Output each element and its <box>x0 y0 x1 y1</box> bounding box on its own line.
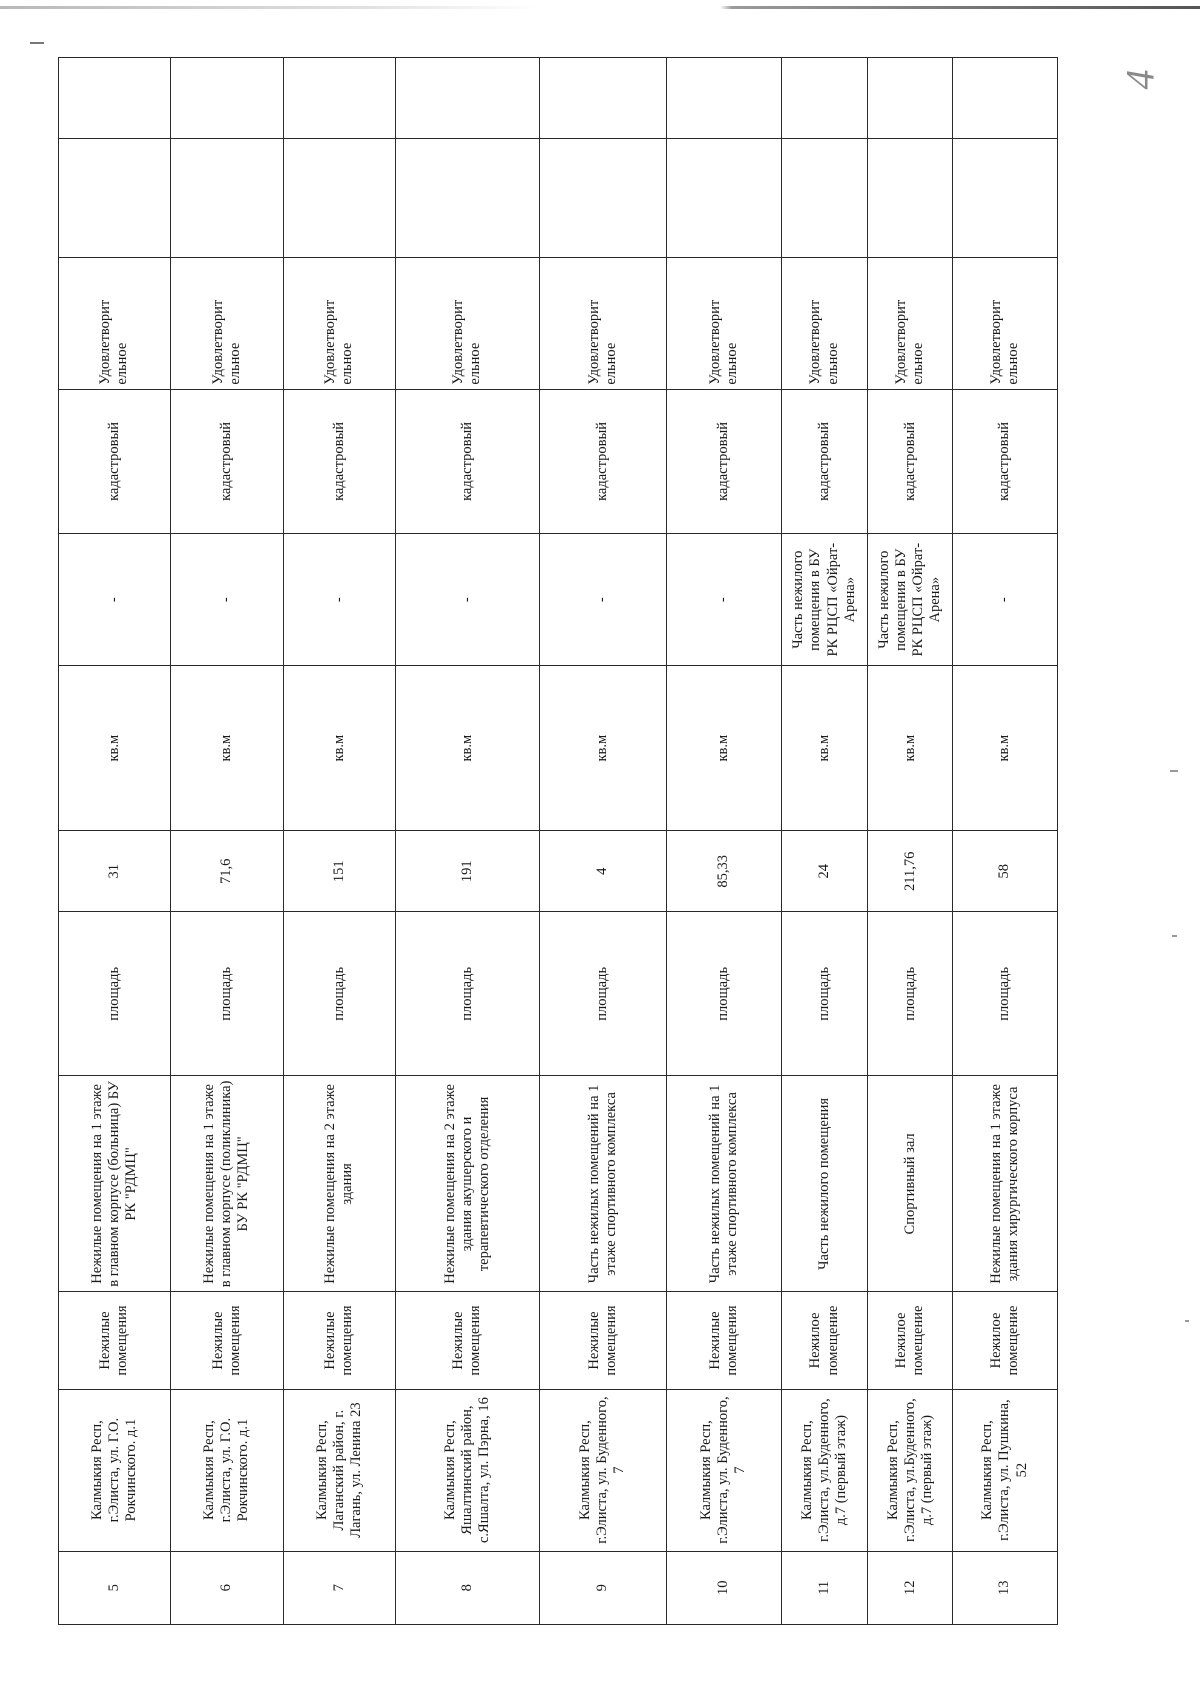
parameter-cell: площадь <box>170 912 283 1076</box>
value-cell: 151 <box>283 831 395 912</box>
empty-cell <box>868 139 953 258</box>
value-cell: 58 <box>953 831 1058 912</box>
parameter-cell: площадь <box>59 912 171 1076</box>
value-cell: 191 <box>395 831 539 912</box>
description-cell: Часть нежилых помещений на 1 этаже спортивного комплекса <box>539 1076 666 1292</box>
object-type-cell: Нежилые помещения <box>59 1292 171 1389</box>
description-cell: Часть нежилого помещения <box>781 1076 868 1292</box>
value-type-cell: кадастровый <box>539 389 666 534</box>
address-cell: Калмыкия Респ, г.Элиста, ул.Буденного, д.7 (первый этаж) <box>868 1389 953 1551</box>
empty-cell <box>868 58 953 139</box>
unit-cell: кв.м <box>539 666 666 831</box>
table-row <box>283 58 395 1625</box>
description-cell: Нежилые помещения на 1 этаже в главном корпусе (больница) БУ РК "РДМЦ" <box>59 1076 171 1292</box>
condition-cell: Удовлетворит ельное <box>395 257 539 389</box>
page-number: 4 <box>1117 69 1163 90</box>
scan-mark <box>1170 770 1178 772</box>
value-type-cell: кадастровый <box>868 389 953 534</box>
parameter-cell: площадь <box>666 912 781 1076</box>
table-row <box>539 58 666 1625</box>
empty-cell <box>395 58 539 139</box>
scan-edge-line <box>0 6 1200 9</box>
address-cell: Калмыкия Респ, г.Элиста, ул. Г.О. Рокчинского. д.1 <box>170 1389 283 1551</box>
address-cell: Калмыкия Респ, г.Элиста, ул. Буденного, 7 <box>666 1389 781 1551</box>
empty-cell <box>781 58 868 139</box>
description-cell: Нежилые помещения на 2 этаже здания акушерского и терапевтического отделения <box>395 1076 539 1292</box>
empty-cell <box>539 58 666 139</box>
description-cell: Нежилые помещения на 1 этаже здания хирургического корпуса <box>953 1076 1058 1292</box>
value-cell: 71,6 <box>170 831 283 912</box>
condition-cell: Удовлетворит ельное <box>666 257 781 389</box>
description-cell: Часть нежилых помещений на 1 этаже спортивного комплекса <box>666 1076 781 1292</box>
empty-cell <box>953 58 1058 139</box>
note-cell: - <box>170 534 283 666</box>
empty-cell <box>539 139 666 258</box>
empty-cell <box>59 58 171 139</box>
address-cell: Калмыкия Респ, Яшалтинский район, с.Яшалта, ул. Пэрна, 16 <box>395 1389 539 1551</box>
empty-cell <box>395 139 539 258</box>
rotated-document <box>58 57 1058 1625</box>
object-type-cell: Нежилое помещение <box>868 1292 953 1389</box>
object-type-cell: Нежилые помещения <box>666 1292 781 1389</box>
value-cell: 24 <box>781 831 868 912</box>
object-type-cell: Нежилое помещение <box>781 1292 868 1389</box>
row-number: 12 <box>868 1551 953 1624</box>
parameter-cell: площадь <box>781 912 868 1076</box>
condition-cell: Удовлетворит ельное <box>781 257 868 389</box>
property-register-table <box>58 57 1058 1625</box>
unit-cell: кв.м <box>59 666 171 831</box>
condition-cell: Удовлетворит ельное <box>953 257 1058 389</box>
object-type-cell: Нежилое помещение <box>953 1292 1058 1389</box>
note-cell: - <box>539 534 666 666</box>
row-number: 5 <box>59 1551 171 1624</box>
description-cell: Спортивный зал <box>868 1076 953 1292</box>
note-cell: - <box>395 534 539 666</box>
value-type-cell: кадастровый <box>59 389 171 534</box>
table-row <box>170 58 283 1625</box>
note-cell: Часть нежилого помещения в БУ РК РЦСП «Ойрат-Арена» <box>868 534 953 666</box>
table-row <box>868 58 953 1625</box>
empty-cell <box>666 58 781 139</box>
row-number: 13 <box>953 1551 1058 1624</box>
value-type-cell: кадастровый <box>666 389 781 534</box>
parameter-cell: площадь <box>395 912 539 1076</box>
row-number: 6 <box>170 1551 283 1624</box>
address-cell: Калмыкия Респ, г.Элиста, ул. Г.О. Рокчинского. д.1 <box>59 1389 171 1551</box>
condition-cell: Удовлетворит ельное <box>59 257 171 389</box>
unit-cell: кв.м <box>666 666 781 831</box>
empty-cell <box>953 139 1058 258</box>
scan-mark <box>1185 1320 1189 1322</box>
empty-cell <box>170 58 283 139</box>
object-type-cell: Нежилые помещения <box>539 1292 666 1389</box>
condition-cell: Удовлетворит ельное <box>539 257 666 389</box>
value-type-cell: кадастровый <box>953 389 1058 534</box>
unit-cell: кв.м <box>781 666 868 831</box>
value-type-cell: кадастровый <box>170 389 283 534</box>
parameter-cell: площадь <box>868 912 953 1076</box>
object-type-cell: Нежилые помещения <box>283 1292 395 1389</box>
row-number: 10 <box>666 1551 781 1624</box>
parameter-cell: площадь <box>283 912 395 1076</box>
empty-cell <box>781 139 868 258</box>
unit-cell: кв.м <box>868 666 953 831</box>
condition-cell: Удовлетворит ельное <box>868 257 953 389</box>
condition-cell: Удовлетворит ельное <box>283 257 395 389</box>
row-number: 7 <box>283 1551 395 1624</box>
table-row <box>953 58 1058 1625</box>
scan-mark <box>1172 935 1177 937</box>
value-cell: 85,33 <box>666 831 781 912</box>
address-cell: Калмыкия Респ, г.Элиста, ул. Пушкина, 52 <box>953 1389 1058 1551</box>
note-cell: - <box>283 534 395 666</box>
table-row <box>666 58 781 1625</box>
scan-mark <box>30 42 44 44</box>
parameter-cell: площадь <box>953 912 1058 1076</box>
note-cell: - <box>953 534 1058 666</box>
object-type-cell: Нежилые помещения <box>395 1292 539 1389</box>
value-cell: 4 <box>539 831 666 912</box>
value-type-cell: кадастровый <box>781 389 868 534</box>
table-row <box>395 58 539 1625</box>
description-cell: Нежилые помещения на 2 этаже здания <box>283 1076 395 1292</box>
value-type-cell: кадастровый <box>395 389 539 534</box>
condition-cell: Удовлетворит ельное <box>170 257 283 389</box>
table-row <box>59 58 171 1625</box>
value-cell: 211,76 <box>868 831 953 912</box>
value-type-cell: кадастровый <box>283 389 395 534</box>
empty-cell <box>170 139 283 258</box>
note-cell: - <box>59 534 171 666</box>
note-cell: - <box>666 534 781 666</box>
unit-cell: кв.м <box>395 666 539 831</box>
description-cell: Нежилые помещения на 1 этаже в главном корпусе (поликлиника) БУ РК "РДМЦ" <box>170 1076 283 1292</box>
parameter-cell: площадь <box>539 912 666 1076</box>
value-cell: 31 <box>59 831 171 912</box>
empty-cell <box>666 139 781 258</box>
address-cell: Калмыкия Респ, г.Элиста, ул. Буденного, 7 <box>539 1389 666 1551</box>
note-cell: Часть нежилого помещения в БУ РК РЦСП «Ойрат-Арена» <box>781 534 868 666</box>
empty-cell <box>283 58 395 139</box>
row-number: 9 <box>539 1551 666 1624</box>
row-number: 11 <box>781 1551 868 1624</box>
unit-cell: кв.м <box>170 666 283 831</box>
empty-cell <box>59 139 171 258</box>
table-row <box>781 58 868 1625</box>
address-cell: Калмыкия Респ, г.Элиста, ул.Буденного, д.7 (первый этаж) <box>781 1389 868 1551</box>
unit-cell: кв.м <box>953 666 1058 831</box>
empty-cell <box>283 139 395 258</box>
row-number: 8 <box>395 1551 539 1624</box>
unit-cell: кв.м <box>283 666 395 831</box>
address-cell: Калмыкия Респ, Лаганский район, г. Лагань, ул. Ленина 23 <box>283 1389 395 1551</box>
object-type-cell: Нежилые помещения <box>170 1292 283 1389</box>
